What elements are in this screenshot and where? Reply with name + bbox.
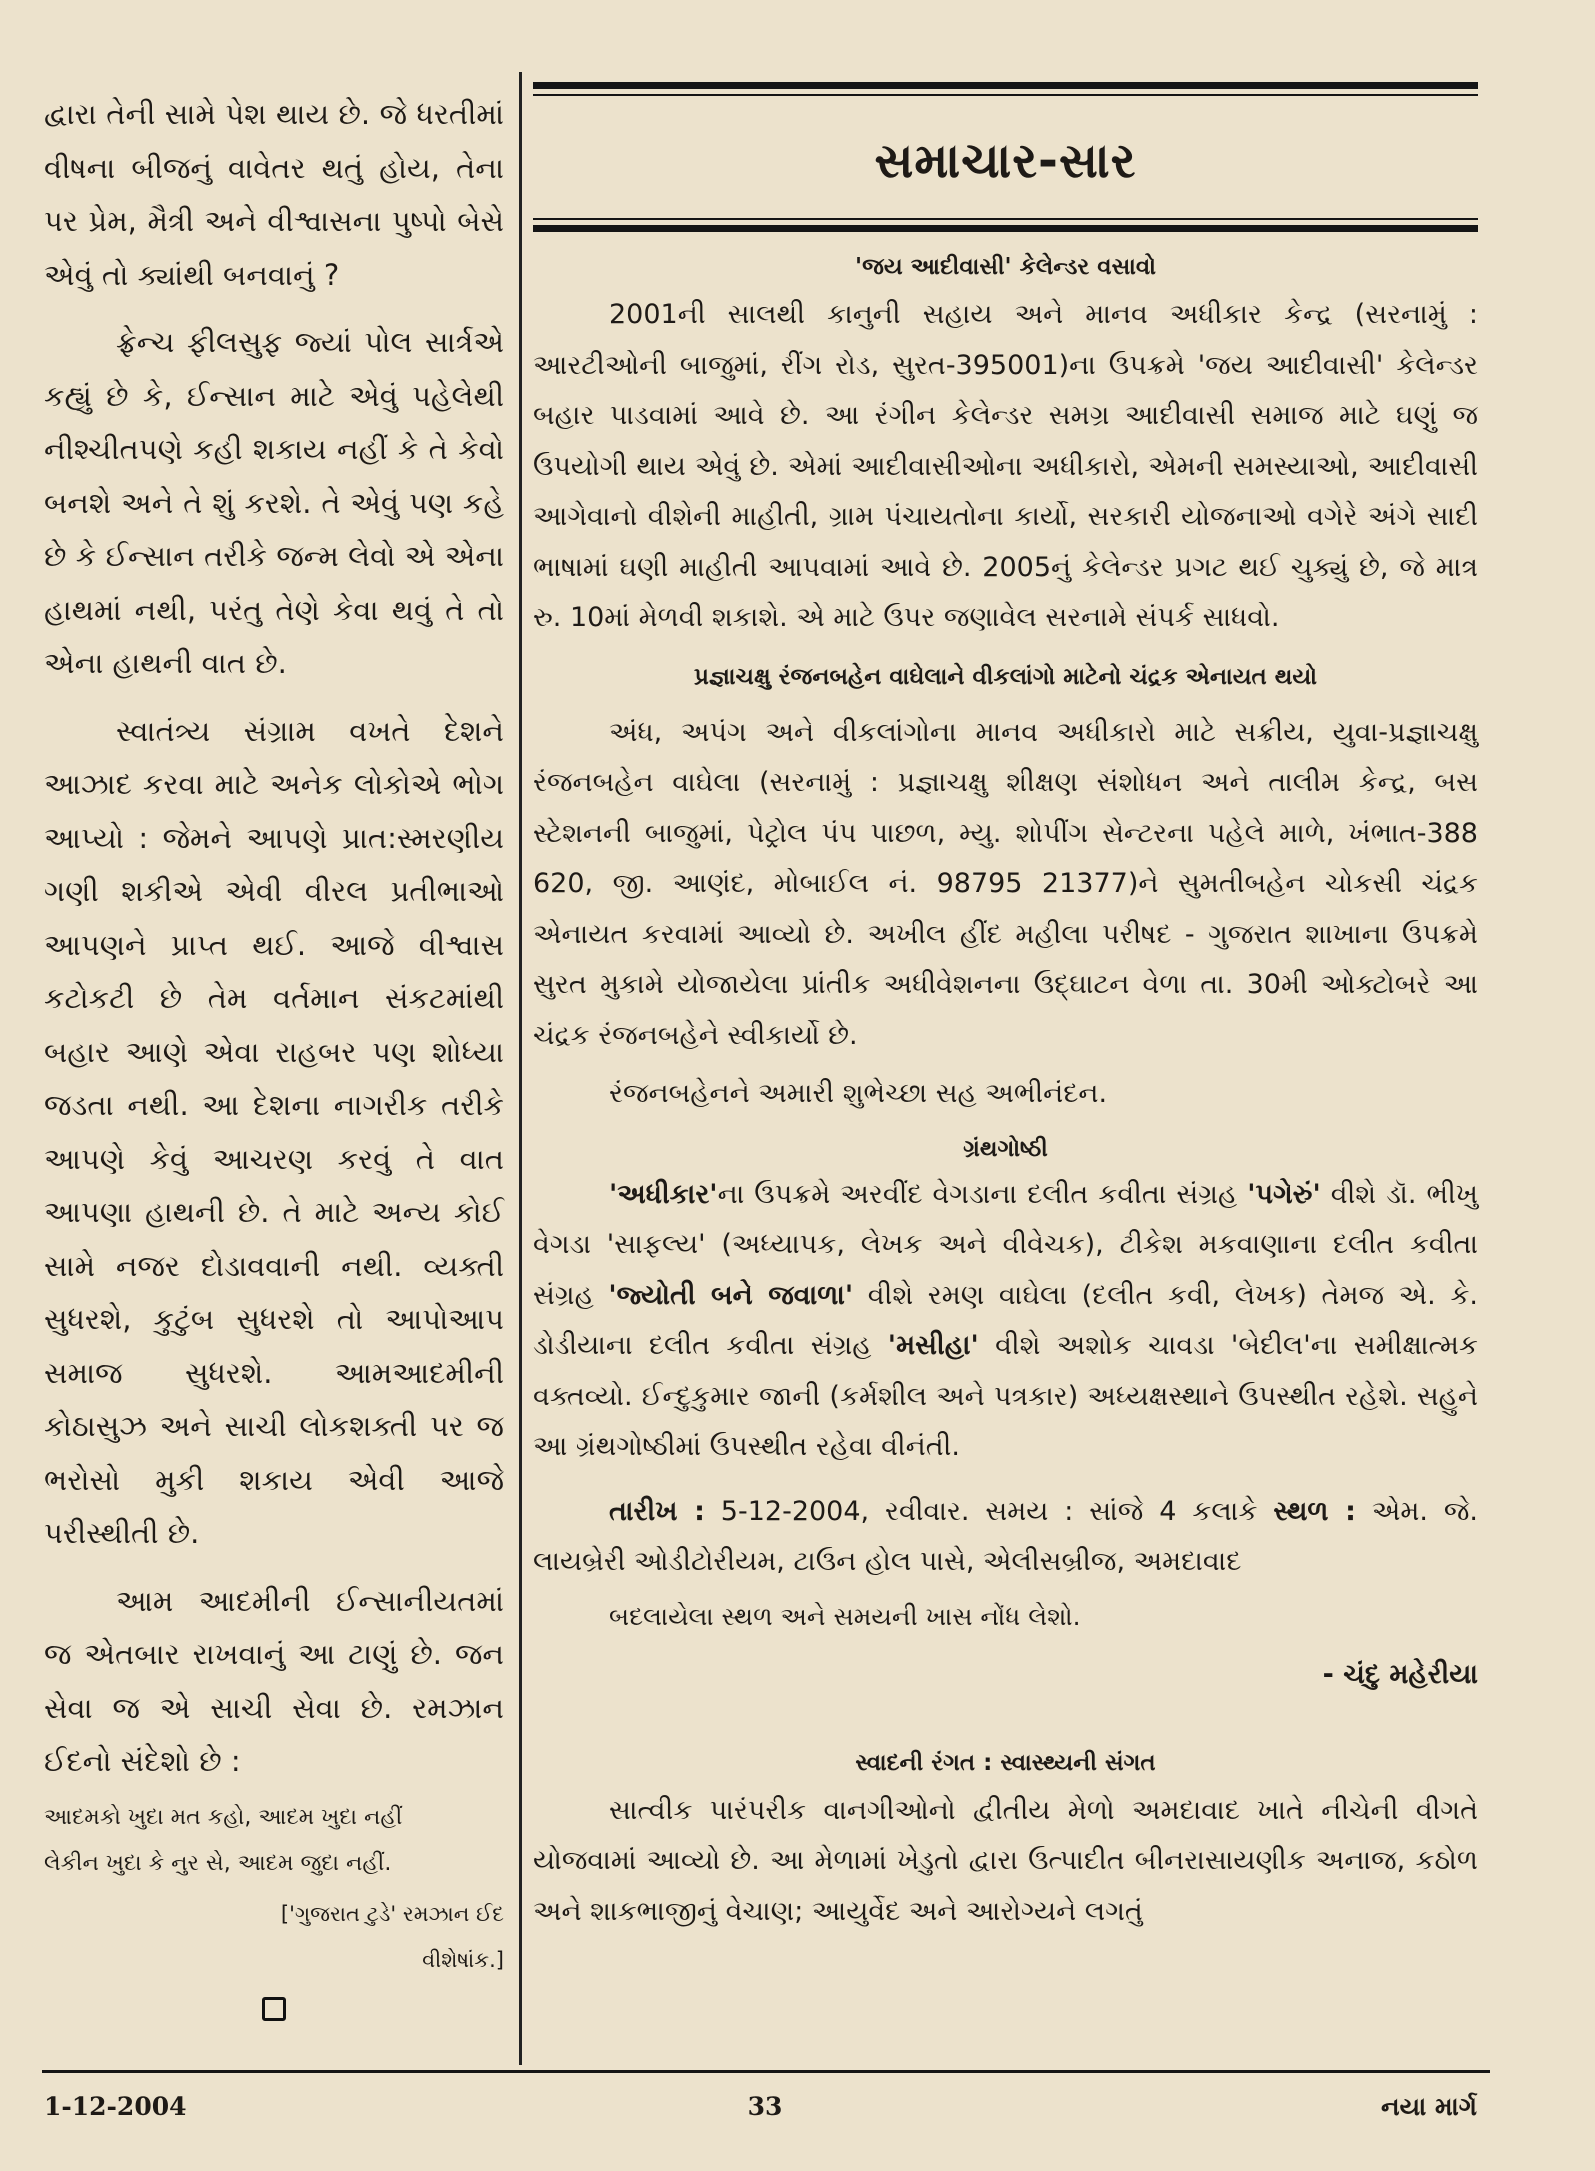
quote-source [44,1891,504,1983]
left-column [44,88,504,2021]
title-pagerun: 'પગેરું' [1247,1178,1321,1210]
left-paragraph-3: સ્વાતંત્ર્ય સંગ્રામ વખતે દેશને આઝાદ કરવા માટે અનેક લોકોએ ભોગ આપ્યો : જેમને આપણે પ્રાત:સ્મરણીય ગણી શકીએ એવી વીરલ પ્રતીભાઓ આપણને પ્રાપ્ત થઈ. આજે વીશ્વાસ કટોકટી છે તેમ વર્તમાન સંકટમાંથી બહાર આણે એવા રાહબર પણ શોધ્યા જડતા નથી. આ દેશના નાગરીક તરીકે આપણે કેવું આચરણ કરવું તે વાત આપણા હાથની છે. તે માટે અન્ય કોઈ સામે નજર દોડાવવાની નથી. વ્યક્તી સુધરશે, કુટુંબ સુધરશે તો આપોઆપ સમાજ સુધરશે. આમઆદમીની કોઠાસુઝ અને સાચી લોકશક્તી પર જ ભરોસો મુકી શકાય એવી આજે પરીસ્થીતી છે. [44,713,504,1550]
source-line: વીશેષાંક.] [422,1947,504,1972]
issue-date: 1-12-2004 [44,2092,187,2121]
text-span: વીશે અશોક ચાવડા 'બેદીલ'ના સમીક્ષાત્મક વક્તવ્યો. ઈન્દુકુમાર જાની (કર્મશીલ અને પત્રકાર) અધ્યક્ષસ્થાને ઉપસ્થીત રહેશે. સહુને આ ગ્રંથગોષ્ઠીમાં ઉપસ્થીત રહેવા વીનંતી. [533,1330,1478,1462]
masthead-bottom-rule-thin [533,218,1478,220]
news-text [533,1170,1478,1473]
masthead-top-rule [533,82,1478,89]
news-heading: 'જય આદીવાસી' કેલેન્ડર વસાવો [855,254,1156,280]
magazine-name: નયા માર્ગ [1381,2092,1477,2121]
text-span: વીશે ડૉ. ભીખુ વેગડા 'સાફલ્ય' (અધ્યાપક, લેખક અને વીવેચક), ટીકેશ મકવાણાના દલીત કવીતા સંગ્રહ [533,1178,1479,1311]
page-number: 33 [747,2092,783,2121]
masthead-bottom-rule [533,225,1478,232]
place-text: એમ. જે. લાયબ્રેરી ઓડીટોરીયમ, ટાઉન હોલ પાસે, એલીસબ્રીજ, અમદાવાદ [533,1495,1479,1577]
author-signature: - ચંદુ મહેરીયા [1322,1658,1478,1690]
news-body [533,708,1478,1120]
title-adhikar: 'અધીકાર' [609,1178,718,1210]
title-masiha: 'મસીહા' [887,1330,979,1361]
text-span: ના ઉપક્રમે અરવીંદ વેગડાના દલીત કવીતા સંગ્રહ [717,1178,1248,1210]
news-body [533,1786,1478,1938]
place-label: સ્થળ : [1273,1495,1356,1527]
left-paragraph-1: દ્વારા તેની સામે પેશ થાય છે. જે ધરતીમાં વીષના બીજનું વાવેતર થતું હોય, તેના પર પ્રેમ, મૈત્રી અને વીશ્વાસના પુષ્પો બેસે એવું તો ક્યાંથી બનવાનું ? [44,97,504,292]
section-masthead: સમાચાર-સાર [874,133,1137,189]
footer-rule [42,2070,1490,2073]
news-text: સાત્વીક પારંપરીક વાનગીઓનો દ્વીતીય મેળો અમદાવાદ ખાતે નીચેની વીગતે યોજવામાં આવ્યો છે. આ મેળામાં ખેડુતો દ્વારા ઉત્પાદીત બીનરાસાયણીક અનાજ, કઠોળ અને શાકભાજીનું વેચાણ; આયુર્વેદ અને આરોગ્યને લગતું [533,1794,1478,1927]
news-heading: પ્રજ્ઞાચક્ષુ રંજનબહેન વાઘેલાને વીકલાંગો માટેનો ચંદ્રક એનાયત થયો [693,663,1318,690]
left-paragraph-4: આમ આદમીની ઈન્સાનીયતમાં જ એતબાર રાખવાનું આ ટાણું છે. જન સેવા જ એ સાચી સેવા છે. રમઝાન ઈદનો સંદેશો છે : [44,1583,504,1778]
end-mark-icon [262,1997,286,2021]
event-details [533,1487,1478,1588]
text-span: વીશે રમણ વાઘેલા (દલીત કવી, લેખક) તેમજ એ. કે. ડોડીયાના દલીત કવીતા સંગ્રહ [533,1279,1478,1361]
news-text: અંધ, અપંગ અને વીકલાંગોના માનવ અધીકારો માટે સક્રીય, યુવા-પ્રજ્ઞાચક્ષુ રંજનબહેન વાઘેલા (સરનામું : પ્રજ્ઞાચક્ષુ શીક્ષણ સંશોધન અને તાલીમ કેન્દ્ર, બસ સ્ટેશનની બાજુમાં, પેટ્રોલ પંપ પાછળ, મ્યુ. શોપીંગ સેન્ટરના પહેલે માળે, ખંભાત-388 620, જી. આણંદ, મોબાઈલ નં. 98795 21377)ને સુમતીબહેન ચોકસી ચંદ્રક એનાયત કરવામાં આવ્યો છે. અખીલ હીંદ મહીલા પરીષદ - ગુજરાત શાખાના ઉપક્રમે સુરત મુકામે યોજાયેલા પ્રાંતીક અધીવેશનના ઉદ્ઘાટન વેળા તા. 30મી ઓક્ટોબરે આ ચંદ્રક રંજનબહેને સ્વીકાર્યો છે. [533,716,1478,1051]
news-body [533,1170,1478,1588]
quote-line: લેકીન ખુદા કે નુર સે, આદમ જુદા નહીં. [44,1850,392,1876]
quote-line: આદમકો ખુદા મત કહો, આદમ ખુદા નહીં [44,1804,403,1830]
title-jyoti: 'જ્યોતી બને જવાળા' [608,1279,854,1311]
ramzan-quote [44,1795,504,1887]
greeting-text: રંજનબહેનને અમારી શુભેચ્છા સહ અભીનંદન. [609,1078,1108,1109]
right-column [533,82,1478,1937]
date-label: તારીખ : [609,1495,705,1527]
news-heading: સ્વાદની રંગત : સ્વાસ્થ્યની સંગત [855,1749,1156,1776]
news-text: 2001ની સાલથી કાનુની સહાય અને માનવ અધીકાર કેન્દ્ર (સરનામું : આરટીઓની બાજુમાં, રીંગ રોડ, સુરત-395001)ના ઉપક્રમે 'જય આદીવાસી' કેલેન્ડર બહાર પાડવામાં આવે છે. આ રંગીન કેલેન્ડર સમગ્ર આદીવાસી સમાજ માટે ઘણું જ ઉપયોગી થાય એવું છે. એમાં આદીવાસીઓના અધીકારો, એમની સમસ્યાઓ, આદીવાસી આગેવાનો વીશેની માહીતી, ગ્રામ પંચાયતોના કાર્યો, સરકારી યોજનાઓ વગેરે અંગે સાદી ભાષામાં ઘણી માહીતી આપવામાં આવે છે. 2005નું કેલેન્ડર પ્રગટ થઈ ચુક્યું છે, જે માત્ર રુ. 10માં મેળવી શકાશે. એ માટે ઉપર જણાવેલ સરનામે સંપર્ક સાધવો. [533,299,1478,633]
date-text: 5-12-2004, રવીવાર. સમય : સાંજે 4 કલાકે [704,1495,1274,1527]
column-divider [519,72,522,2065]
note-text: બદલાયેલા સ્થળ અને સમયની ખાસ નોંધ લેશો. [609,1601,1081,1631]
news-body [533,290,1478,644]
news-heading: ગ્રંથગોષ્ઠી [963,1135,1048,1162]
source-line: ['ગુજરાત ટુડે' રમઝાન ઈદ [280,1901,504,1926]
left-paragraph-2: ફ્રેન્ચ ફીલસુફ જ્યાં પોલ સાર્ત્રએ કહ્યું છે કે, ઈન્સાન માટે એવું પહેલેથી નીશ્ચીતપણે કહી શકાય નહીં કે તે કેવો બનશે અને તે શું કરશે. તે એવું પણ કહે છે કે ઈન્સાન તરીકે જન્મ લેવો એ એના હાથમાં નથી, પરંતુ તેણે કેવા થવું તે તો એના હાથની વાત છે. [44,325,504,680]
